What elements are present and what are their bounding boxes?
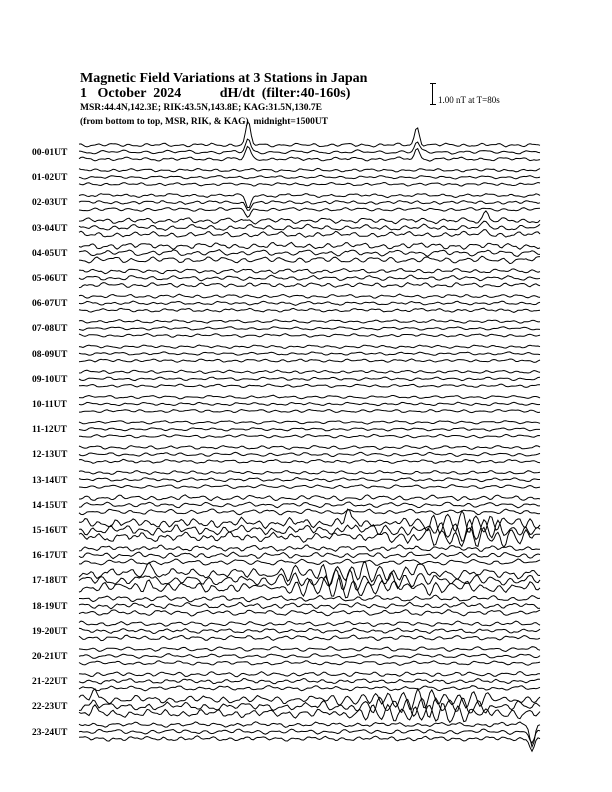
trace-msr-00-01ut: [79, 146, 540, 161]
trace-kag-16-17ut: [79, 545, 540, 552]
hour-row-label: 19-20UT: [32, 626, 68, 637]
hour-row-label: 00-01UT: [32, 148, 68, 158]
trace-kag-06-07ut: [79, 294, 540, 298]
trace-rik-11-12ut: [79, 428, 540, 431]
trace-kag-22-23ut: [79, 689, 540, 709]
trace-kag-14-15ut: [79, 495, 540, 501]
trace-kag-07-08ut: [79, 320, 540, 324]
trace-rik-03-04ut: [79, 221, 540, 230]
trace-kag-04-05ut: [79, 242, 540, 249]
trace-kag-20-21ut: [79, 647, 540, 652]
trace-kag-03-04ut: [79, 211, 540, 224]
trace-kag-18-19ut: [79, 595, 540, 602]
order-line: (from bottom to top, MSR, RIK, & KAG) midnight=1500UT: [80, 117, 329, 127]
trace-rik-16-17ut: [79, 552, 540, 559]
hour-row-label: 07-08UT: [32, 324, 68, 335]
trace-msr-19-20ut: [79, 635, 540, 641]
trace-kag-19-20ut: [79, 621, 540, 627]
trace-rik-21-22ut: [79, 679, 540, 684]
hour-row-label: 12-13UT: [32, 450, 68, 461]
hour-row-label: 16-17UT: [32, 551, 68, 562]
hour-row-label: 14-15UT: [32, 500, 68, 511]
trace-kag-09-10ut: [79, 370, 540, 373]
trace-msr-05-06ut: [79, 283, 540, 288]
trace-rik-05-06ut: [79, 275, 540, 281]
hour-row-label: 23-24UT: [32, 727, 68, 738]
hour-row-label: 22-23UT: [32, 702, 68, 713]
trace-msr-03-04ut: [79, 230, 540, 238]
chart-date-line: 1 October 2024 dH/dt (filter:40-160s): [80, 86, 351, 101]
hour-row-label: 21-22UT: [32, 677, 68, 688]
scale-label: 1.00 nT at T=80s: [438, 95, 500, 105]
trace-msr-13-14ut: [79, 485, 540, 489]
trace-msr-18-19ut: [79, 610, 540, 616]
hour-row-label: 20-21UT: [32, 652, 68, 662]
hour-row-label: 11-12UT: [32, 425, 67, 436]
trace-kag-12-13ut: [79, 446, 540, 450]
trace-kag-23-24ut: [79, 722, 540, 747]
trace-rik-13-14ut: [79, 478, 540, 482]
trace-msr-11-12ut: [79, 434, 540, 438]
chart-title: Magnetic Field Variations at 3 Stations in Japan: [80, 71, 368, 86]
trace-rik-08-09ut: [79, 352, 540, 355]
trace-msr-04-05ut: [79, 256, 540, 263]
trace-rik-00-01ut: [79, 139, 540, 154]
trace-msr-10-11ut: [79, 410, 540, 413]
trace-kag-02-03ut: [79, 194, 540, 208]
hour-row-label: 06-07UT: [32, 299, 68, 310]
trace-rik-19-20ut: [79, 628, 540, 633]
hour-row-label: 03-04UT: [32, 223, 68, 234]
hour-row-label: 05-06UT: [32, 274, 68, 284]
trace-msr-07-08ut: [79, 334, 540, 338]
trace-rik-12-13ut: [79, 452, 540, 456]
hour-row-label: 10-11UT: [32, 400, 67, 410]
trace-msr-06-07ut: [79, 308, 540, 312]
trace-rik-04-05ut: [79, 250, 540, 257]
trace-msr-16-17ut: [79, 559, 540, 566]
trace-msr-23-24ut: [79, 736, 540, 751]
trace-rik-14-15ut: [79, 502, 540, 508]
trace-kag-10-11ut: [79, 395, 540, 399]
stations-line: MSR:44.4N,142.3E; RIK:43.5N,143.8E; KAG:31.5N,130.7E: [80, 103, 322, 113]
hour-row-label: 15-16UT: [32, 526, 68, 536]
trace-msr-21-22ut: [79, 686, 540, 691]
trace-kag-01-02ut: [79, 168, 540, 172]
trace-msr-09-10ut: [79, 384, 540, 387]
trace-kag-11-12ut: [79, 421, 540, 424]
trace-msr-01-02ut: [79, 183, 540, 187]
hour-row-label: 04-05UT: [32, 248, 68, 259]
trace-msr-12-13ut: [79, 459, 540, 463]
trace-rik-07-08ut: [79, 327, 540, 331]
trace-rik-20-21ut: [79, 654, 540, 659]
trace-rik-23-24ut: [79, 729, 540, 743]
trace-rik-18-19ut: [79, 602, 540, 609]
hour-row-label: 09-10UT: [32, 374, 68, 385]
trace-kag-13-14ut: [79, 471, 540, 475]
hour-row-label: 01-02UT: [32, 173, 68, 184]
trace-rik-06-07ut: [79, 301, 540, 305]
trace-kag-21-22ut: [79, 672, 540, 677]
trace-kag-00-01ut: [79, 122, 540, 147]
hour-row-label: 13-14UT: [32, 475, 68, 486]
trace-rik-10-11ut: [79, 402, 540, 405]
trace-rik-01-02ut: [79, 175, 540, 179]
trace-msr-08-09ut: [79, 359, 540, 363]
trace-kag-08-09ut: [79, 345, 540, 348]
trace-msr-02-03ut: [79, 208, 540, 218]
trace-msr-14-15ut: [79, 509, 540, 515]
hour-row-label: 17-18UT: [32, 576, 68, 587]
hour-row-label: 02-03UT: [32, 198, 68, 209]
trace-msr-17-18ut: [79, 576, 540, 598]
hour-row-label: 18-19UT: [32, 601, 68, 612]
trace-msr-20-21ut: [79, 661, 540, 666]
hour-row-label: 08-09UT: [32, 349, 68, 360]
trace-kag-05-06ut: [79, 269, 540, 274]
trace-rik-09-10ut: [79, 377, 540, 381]
